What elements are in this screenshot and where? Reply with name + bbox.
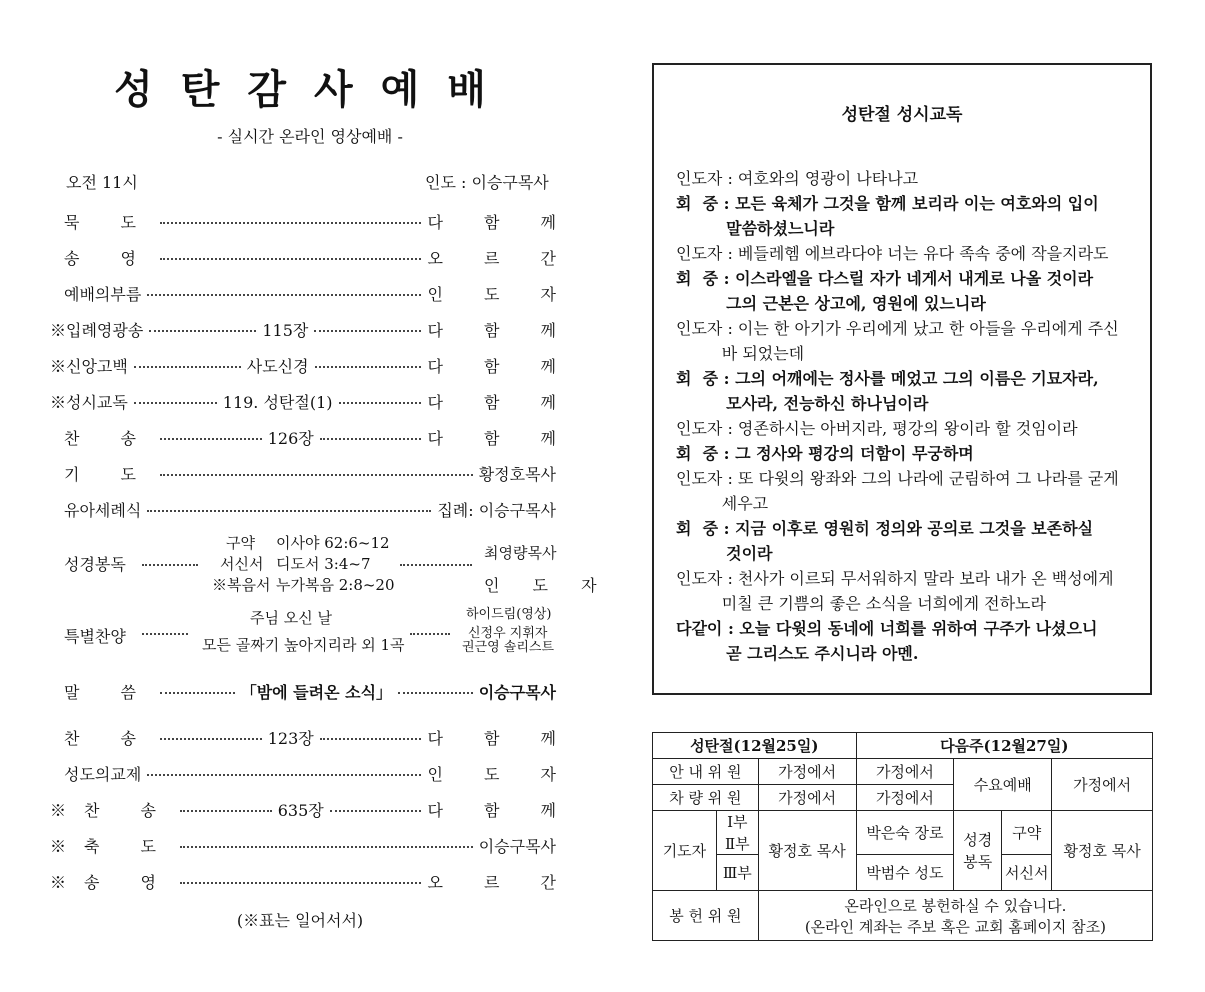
order-row: 예배의부름 인 도 자 (64, 284, 574, 304)
special-song-2: 모든 골짜기 높아지리라 외 1곡 (202, 636, 405, 654)
wednesday-value: 가정에서 (1052, 759, 1153, 811)
service-leader: 인도 : 이승구목사 (425, 173, 549, 192)
litany-line: 세우고 (676, 494, 769, 513)
order-row: 찬 송 126장 다 함 께 (64, 428, 575, 448)
litany-line: 다같이 : 오늘 다윗의 동네에 너희를 위하여 구주가 나셨으니 (676, 619, 1098, 638)
sermon-row: 말 씀 「밤에 들려온 소식」 이승구목사 (64, 682, 556, 702)
header-christmas: 성탄절(12월25일) (653, 733, 857, 759)
order-row: ※신앙고백 사도신경 다 함 께 (50, 356, 575, 376)
car-label: 차 량 위 원 (653, 785, 759, 811)
litany-line: 곧 그리스도 주시니라 아멘. (676, 644, 919, 663)
order-row: ※입례영광송 115장 다 함 께 (50, 320, 575, 340)
scripture-ep-label: 서신서 (220, 555, 264, 573)
litany-line: 인도자 : 이는 한 아기가 우리에게 났고 한 아들을 우리에게 주신 (676, 319, 1119, 338)
usher-label: 안 내 위 원 (653, 759, 759, 785)
special-label: 특별찬양 (64, 627, 126, 646)
scripture-gs-label: ※복음서 (212, 576, 271, 594)
offering-note: 온라인으로 봉헌하실 수 있습니다. (온라인 계좌는 주보 혹은 교회 홈페이지 참조) (758, 891, 1152, 941)
special-performer-3: 권근영 솔리스트 (462, 640, 555, 655)
bible-pastor: 황정호 목사 (1052, 811, 1153, 891)
litany-line: 그의 근본은 상고에, 영원에 있느니라 (676, 294, 986, 313)
bible-reading-label: 성경봉독 (954, 811, 1002, 891)
service-time: 오전 11시 (66, 173, 138, 192)
car-christmas: 가정에서 (758, 785, 856, 811)
litany-line: 회 중 : 그 정사와 평강의 더함이 무궁하며 (676, 444, 974, 463)
prayer-saint: 박범수 성도 (856, 855, 954, 891)
litany-line: 회 중 : 모든 육체가 그것을 함께 보리라 이는 여호와의 입이 (676, 194, 1099, 213)
special-song-1: 주님 오신 날 (250, 609, 332, 627)
scripture-reader-2: 인 도 자 (484, 576, 611, 595)
litany-line: 회 중 : 이스라엘을 다스릴 자가 네게서 내게로 나올 것이라 (676, 269, 1094, 288)
duty-table (652, 732, 1153, 941)
special-performer-1: 하이드림(영상) (466, 607, 552, 622)
litany-title: 성탄절 성시교독 (841, 105, 963, 125)
scripture-ot-label: 구약 (226, 534, 255, 552)
scripture-reader-1: 최영량목사 (484, 544, 557, 562)
litany-line: 바 되었는데 (676, 344, 805, 363)
page-title: 성탄감사예배 (114, 67, 514, 113)
header-next-week: 다음주(12월27일) (856, 733, 1152, 759)
litany-line: 모사라, 전능하신 하나님이라 (676, 394, 929, 413)
order-row: 기 도 황정호목사 (64, 464, 556, 484)
litany-line: 인도자 : 천사가 이르되 무서워하지 말라 보라 내가 온 백성에게 (676, 569, 1114, 588)
scripture-gs-ref: 누가복음 2:8~20 (276, 576, 395, 594)
prayer-elder: 박은숙 장로 (856, 811, 954, 855)
order-row: ※성시교독 119. 성탄절(1) 다 함 께 (50, 392, 574, 412)
scripture-label: 성경봉독 (64, 555, 126, 574)
order-row: ※송 영 오 르 간 (50, 872, 574, 892)
bible-ot-label: 구약 (1002, 811, 1052, 855)
order-row: 성도의교제 인 도 자 (64, 764, 574, 784)
prayer-pastor: 황정호 목사 (758, 811, 856, 891)
litany-line: 말씀하셨느니라 (676, 219, 835, 238)
offering-label: 봉 헌 위 원 (653, 891, 759, 941)
scripture-ot-ref: 이사야 62:6~12 (276, 534, 390, 552)
order-row: 유아세례식 집례: 이승구목사 (64, 500, 556, 520)
usher-next: 가정에서 (856, 759, 954, 785)
part-2: Ⅱ부 (716, 833, 758, 855)
scripture-ep-ref: 디도서 3:4~7 (276, 555, 371, 573)
part-1: Ⅰ부 (716, 811, 758, 833)
order-row: 찬 송 123장 다 함 께 (64, 728, 575, 748)
bible-ep-label: 서신서 (1002, 855, 1052, 891)
litany-line: 인도자 : 영존하시는 아버지라, 평강의 왕이라 할 것임이라 (676, 419, 1078, 438)
order-row: ※찬 송 635장 다 함 께 (50, 800, 575, 820)
litany-line: 인도자 : 베들레헴 에브라다야 너는 유다 족속 중에 작을지라도 (676, 244, 1109, 263)
wednesday-label: 수요예배 (954, 759, 1052, 811)
litany-line: 미칠 큰 기쁨의 좋은 소식을 너희에게 전하노라 (676, 594, 1046, 613)
prayer-label: 기도자 (653, 811, 717, 891)
part-3: Ⅲ부 (716, 855, 758, 891)
car-next: 가정에서 (856, 785, 954, 811)
standing-note: (※표는 일어서서) (236, 911, 364, 930)
litany-line: 인도자 : 여호와의 영광이 나타나고 (676, 169, 919, 188)
order-row: 묵 도 다 함 께 (64, 212, 574, 232)
order-row: 송 영 오 르 간 (64, 248, 574, 268)
litany-line: 인도자 : 또 다윗의 왕좌와 그의 나라에 군림하여 그 나라를 굳게 (676, 469, 1119, 488)
usher-christmas: 가정에서 (758, 759, 856, 785)
order-row: ※축 도 이승구목사 (50, 836, 556, 856)
litany-line: 회 중 : 그의 어깨에는 정사를 메었고 그의 이름은 기묘자라, (676, 369, 1099, 388)
subtitle: - 실시간 온라인 영상예배 - (217, 127, 403, 146)
special-performer-2: 신정우 지휘자 (468, 626, 548, 641)
litany-line: 회 중 : 지금 이후로 영원히 정의와 공의로 그것을 보존하실 (676, 519, 1094, 538)
litany-line: 것이라 (676, 544, 773, 563)
